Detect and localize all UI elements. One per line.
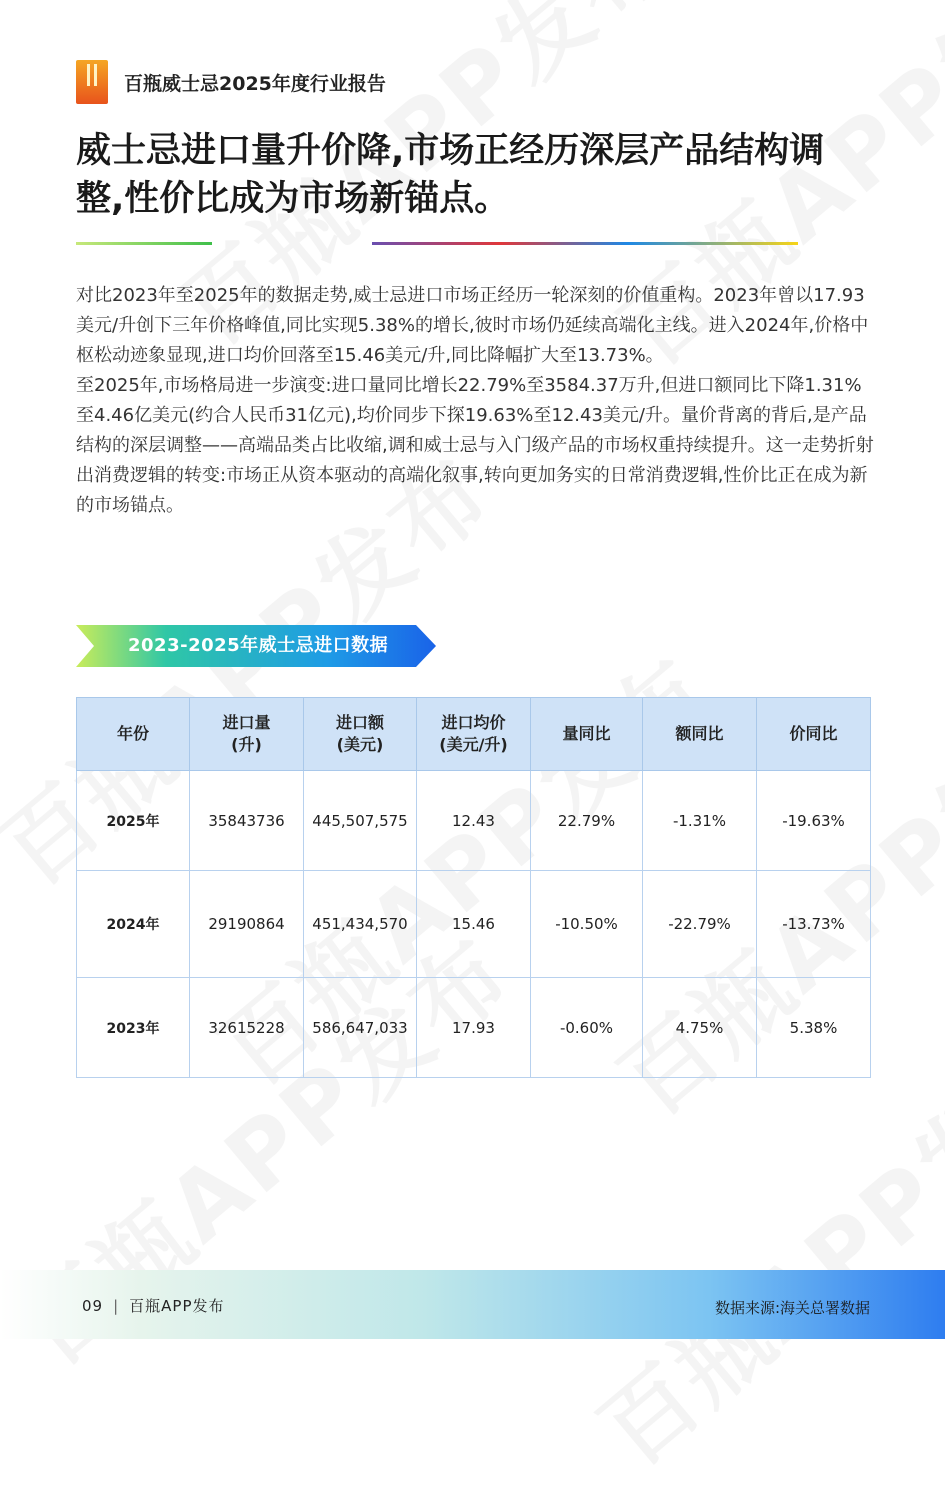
table-row xyxy=(77,771,871,871)
report-header xyxy=(76,60,386,104)
cell-year: 2024年 xyxy=(77,871,190,978)
table-row xyxy=(77,871,871,978)
cell-price-yoy: -13.73% xyxy=(757,871,871,978)
header-value: 进口额 (美元) xyxy=(304,698,417,771)
cell-price-yoy: 5.38% xyxy=(757,978,871,1078)
cell-value-yoy: -1.31% xyxy=(643,771,757,871)
data-source: 数据来源:海关总署数据 xyxy=(714,1299,870,1317)
cell-volume-yoy: 22.79% xyxy=(531,771,643,871)
cell-value: 445,507,575 xyxy=(304,771,417,871)
cell-year: 2025年 xyxy=(77,771,190,871)
header-price-yoy: 价同比 xyxy=(757,698,871,771)
paragraph: 对比2023年至2025年的数据走势,威士忌进口市场正经历一轮深刻的价值重构。2023年曾以17.93美元/升创下三年价格峰值,同比实现5.38%的增长,彼时市场仍延续高端化主线。进入2024年,价格中枢松动迹象显现,进口均价回落至15.46美元/升,同比降幅扩大至13.73%。 xyxy=(76,285,869,366)
cell-value: 451,434,570 xyxy=(304,871,417,978)
header-volume-yoy: 量同比 xyxy=(531,698,643,771)
footer-separator: | xyxy=(113,1297,120,1315)
body-text xyxy=(76,281,876,521)
cell-price: 15.46 xyxy=(417,871,531,978)
header-value-yoy: 额同比 xyxy=(643,698,757,771)
table-header-row xyxy=(77,698,871,771)
footer-left xyxy=(82,1295,225,1316)
headline-line-1: 威士忌进口量升价降,市场正经历深层产品结构调 xyxy=(76,131,825,171)
report-title: 百瓶威士忌2025年度行业报告 xyxy=(124,72,386,95)
header-year: 年份 xyxy=(77,698,190,771)
section-banner xyxy=(76,625,436,667)
cell-price: 17.93 xyxy=(417,978,531,1078)
cell-value: 586,647,033 xyxy=(304,978,417,1078)
cell-volume-yoy: -10.50% xyxy=(531,871,643,978)
import-data-table xyxy=(76,697,871,1078)
decorative-rule-left xyxy=(76,242,212,245)
cell-volume: 35843736 xyxy=(190,771,304,871)
brand-logo-icon xyxy=(76,60,108,104)
cell-volume-yoy: -0.60% xyxy=(531,978,643,1078)
page-number: 09 xyxy=(82,1297,104,1315)
cell-price-yoy: -19.63% xyxy=(757,771,871,871)
page-headline xyxy=(76,127,856,223)
header-price: 进口均价 (美元/升) xyxy=(417,698,531,771)
table-row xyxy=(77,978,871,1078)
cell-volume: 29190864 xyxy=(190,871,304,978)
header-volume: 进口量 (升) xyxy=(190,698,304,771)
cell-volume: 32615228 xyxy=(190,978,304,1078)
cell-price: 12.43 xyxy=(417,771,531,871)
cell-value-yoy: 4.75% xyxy=(643,978,757,1078)
publisher-label: 百瓶APP发布 xyxy=(129,1297,225,1315)
paragraph: 至2025年,市场格局进一步演变:进口量同比增长22.79%至3584.37万升,但进口额同比下降1.31%至4.46亿美元(约合人民币31亿元),均价同步下探19.63%至12.43美元/升。量价背离的背后,是产品结构的深层调整——高端品类占比收缩,调和威士忌与入门级产品的市场权重持续提升。这一走势折射出消费逻辑的转变:市场正从资本驱动的高端化叙事,转向更加务实的日常消费逻辑,性价比正在成为新的市场锚点。 xyxy=(76,375,874,516)
cell-year: 2023年 xyxy=(77,978,190,1078)
headline-line-2: 整,性价比成为市场新锚点。 xyxy=(76,179,510,219)
section-title: 2023-2025年威士忌进口数据 xyxy=(128,635,389,656)
decorative-rule-right xyxy=(372,242,798,245)
cell-value-yoy: -22.79% xyxy=(643,871,757,978)
